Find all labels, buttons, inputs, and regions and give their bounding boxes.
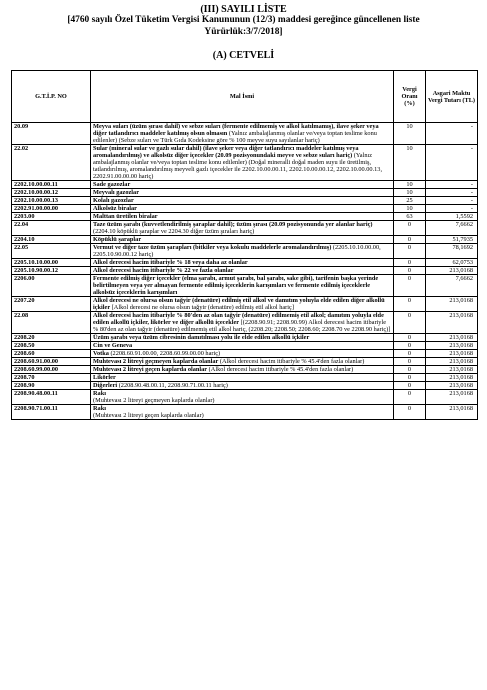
- goods-name-note: (Alkol derecesi hacim itibariyle % 45.4'den fazla olanlar): [218, 358, 365, 365]
- minimum-tax-amount: 7,6662: [426, 221, 478, 236]
- goods-name: [91, 358, 394, 366]
- tax-rate: 0: [394, 275, 426, 297]
- goods-name-bold: Muhtevası 2 litreyi geçmeyen kaplarda olanlar: [93, 358, 219, 365]
- goods-name-bold: Üzüm şarabı veya üzüm cibresinin damıtılması yolu ile elde edilen alkollü içkiler: [93, 334, 310, 341]
- gtip-code: 2208.90.48.00.11: [12, 390, 91, 405]
- goods-name: [91, 297, 394, 312]
- tax-rate: 10: [394, 145, 426, 181]
- tax-rate: 10: [394, 189, 426, 197]
- minimum-tax-amount: 213,0168: [426, 342, 478, 350]
- goods-name-bold: Sade gazozlar: [93, 181, 131, 188]
- table-row: [12, 205, 478, 213]
- table-row: [12, 334, 478, 342]
- table-row: [12, 382, 478, 390]
- minimum-tax-amount: 213,0168: [426, 312, 478, 334]
- table-row: [12, 236, 478, 244]
- tax-rate: 0: [394, 342, 426, 350]
- table-row: [12, 350, 478, 358]
- goods-name: [91, 221, 394, 236]
- goods-name-note: (Muhtevası 2 litreyi geçen kaplarda olanlar): [93, 412, 204, 419]
- table-row: [12, 374, 478, 382]
- table-row: [12, 189, 478, 197]
- tax-rate: 63: [394, 213, 426, 221]
- gtip-code: 2208.60: [12, 350, 91, 358]
- table-row: [12, 358, 478, 366]
- minimum-tax-amount: 213,0168: [426, 374, 478, 382]
- goods-name: [91, 213, 394, 221]
- table-row: [12, 123, 478, 145]
- goods-name: [91, 267, 394, 275]
- goods-name-note: (Yalnız ambalajlanmış olanlar ve/veya toptan teslime konu edilenler) (Sebze suları ve Türk Gıda Kodeksine göre % 100 meyve suyu sayılanlar hariç): [93, 130, 377, 144]
- gtip-code: 2202.10.00.00.13: [12, 197, 91, 205]
- table-row: [12, 213, 478, 221]
- goods-name-bold: Meyvalı gazozlar: [93, 189, 139, 196]
- goods-name: [91, 205, 394, 213]
- tax-rate: 10: [394, 123, 426, 145]
- goods-name-bold: Vermut ve diğer taze üzüm şarapları (bitkiler veya kokulu maddelerle aromalandırılmış): [93, 244, 332, 251]
- cetvel-title: (A) CETVELİ: [212, 50, 275, 61]
- minimum-tax-amount: 213,0168: [426, 390, 478, 405]
- effective-date: Yürürlük:3/7/2018]: [204, 27, 283, 37]
- goods-name-note: (Yalnız ambalajlanmış olanlar ve/veya toptan teslime konu edilenler) (Doğal mineralli doğal maden suyu ile üretilmiş, tatlandırılmış, aromalandırılmış meyveli gazlı içecekler ile 2202.10.00.00.11, 2202.10.00.00.12, 2202.10.00.00.13, 2202.91.00.00.00 hariç): [93, 152, 383, 180]
- goods-name: [91, 244, 394, 259]
- tax-rate: 10: [394, 181, 426, 189]
- minimum-tax-amount: 1,5592: [426, 213, 478, 221]
- goods-name: [91, 123, 394, 145]
- list-title: (III) SAYILI LİSTE: [200, 4, 287, 15]
- minimum-tax-amount: 7,6662: [426, 275, 478, 297]
- gtip-code: 2208.60.99.00.00: [12, 366, 91, 374]
- goods-name-note: (Alkol derecesi hacim itibariyle % 45.4'den fazla olanlar): [207, 366, 354, 373]
- gtip-code: 2207.20: [12, 297, 91, 312]
- minimum-tax-amount: 213,0168: [426, 297, 478, 312]
- goods-name-bold: Taze üzüm şarabı (kuvvetlendirilmiş şaraplar dahil); üzüm şırası (20.09 pozisyonunda yer alanlar hariç): [93, 221, 373, 228]
- minimum-tax-amount: 213,0168: [426, 334, 478, 342]
- table-row: [12, 405, 478, 420]
- goods-name: [91, 197, 394, 205]
- minimum-tax-amount: -: [426, 145, 478, 181]
- tax-rate: 0: [394, 350, 426, 358]
- minimum-tax-amount: 62,0753: [426, 259, 478, 267]
- table-row: [12, 221, 478, 236]
- table-row: [12, 259, 478, 267]
- gtip-code: 22.04: [12, 221, 91, 236]
- gtip-code: 2205.10.10.00.00: [12, 259, 91, 267]
- minimum-tax-amount: 213,0168: [426, 350, 478, 358]
- tax-rate: 0: [394, 244, 426, 259]
- gtip-code: 2208.50: [12, 342, 91, 350]
- goods-name-bold: Alkol derecesi hacim itibariyle % 18 veya daha az olanlar: [93, 259, 248, 266]
- tax-rate: 0: [394, 236, 426, 244]
- gtip-code: 2202.10.00.00.12: [12, 189, 91, 197]
- table-row: [12, 312, 478, 334]
- table-row: [12, 275, 478, 297]
- gtip-code: 2203.00: [12, 213, 91, 221]
- goods-name-bold: Meyva suları (üzüm şırası dahil) ve sebze suları (fermente edilmemiş ve alkol katılmamış), ilave şeker veya diğer tatlandırıcı maddeler katılmış olsun olmasın: [93, 123, 379, 137]
- goods-name-bold: Fermente edilmiş diğer içecekler (elma şarabı, armut şarabı, bal şarabı, sake gibi), tarifenin başka yerinde belirtilmeyen veya yer almayan fermente edilmiş içeceklerin karışımları ve fermente edilmiş içeceklerle alkolsüz içeceklerin karışımları: [93, 275, 379, 296]
- gtip-code: 2206.00: [12, 275, 91, 297]
- table-row: [12, 342, 478, 350]
- goods-name: [91, 181, 394, 189]
- goods-name-note: [(2208.90.91; 2208.90.99) Alkol derecesi hacim itibariyle % 80'den az olan tağyir (denatüre) edilmemiş etil alkol hariç, (2208.20; 2208.50; 2208.60; 2208.70 ve 2208.90 hariç)]: [93, 319, 391, 333]
- table-header-row: [12, 71, 478, 123]
- gtip-code: 22.02: [12, 145, 91, 181]
- table-row: [12, 366, 478, 374]
- goods-name: [91, 145, 394, 181]
- goods-name-note: [Alkol derecesi ne olursa olsun tağyir (denatüre) edilmiş etil alkol hariç]: [110, 304, 294, 311]
- goods-name: [91, 350, 394, 358]
- goods-name-bold: Alkol derecesi hacim itibariyle % 22 ve fazla olanlar: [93, 267, 234, 274]
- tax-rate: 0: [394, 358, 426, 366]
- tax-rate: 10: [394, 205, 426, 213]
- list-subtitle: [4760 sayılı Özel Tüketim Vergisi Kanununun (12/3) maddesi gereğince güncellenen liste: [67, 15, 420, 25]
- minimum-tax-amount: 213,0168: [426, 267, 478, 275]
- goods-name-bold: Likörler: [93, 374, 116, 381]
- goods-name-bold: Alkolsüz biralar: [93, 205, 137, 212]
- gtip-code: 2208.60.91.00.00: [12, 358, 91, 366]
- gtip-code: 2205.10.90.00.12: [12, 267, 91, 275]
- gtip-code: 2202.10.00.00.11: [12, 181, 91, 189]
- goods-name: [91, 342, 394, 350]
- minimum-tax-amount: 78,1692: [426, 244, 478, 259]
- table-row: [12, 297, 478, 312]
- gtip-code: 20.09: [12, 123, 91, 145]
- goods-name: [91, 366, 394, 374]
- goods-name-bold: Kolalı gazozlar: [93, 197, 134, 204]
- table-row: [12, 197, 478, 205]
- minimum-tax-amount: 213,0168: [426, 405, 478, 420]
- goods-name-bold: Sular (mineral sular ve gazlı sular dahil) (ilave şeker veya diğer tatlandırıcı maddeler katılmış veya aromalandırılmış) ve alkolsüz diğer içecekler (20.09 pozisyonundaki meyve ve sebze suları hariç): [93, 145, 359, 159]
- goods-name-note: (Muhtevası 2 litreyi geçmeyen kaplarda olanlar): [93, 397, 215, 404]
- minimum-tax-amount: -: [426, 205, 478, 213]
- goods-name: [91, 374, 394, 382]
- table-body: [12, 123, 478, 420]
- tax-rate: 0: [394, 374, 426, 382]
- tax-rate: 0: [394, 267, 426, 275]
- column-header-tax: Asgari Maktu Vergi Tutarı (TL): [426, 71, 478, 123]
- goods-name-bold: Köpüklü şaraplar: [93, 236, 142, 243]
- gtip-code: 22.08: [12, 312, 91, 334]
- goods-name-bold: Alkol derecesi hacim itibariyle % 80'den az olan tağyir (denatüre) edilmemiş etil alkol; damıtım yoluyla elde edilen alkollü içkiler, likörler ve diğer alkollü içecekler: [93, 312, 384, 326]
- goods-name: [91, 259, 394, 267]
- gtip-code: 2204.10: [12, 236, 91, 244]
- goods-name-bold: Votka: [93, 350, 109, 357]
- gtip-code: 2208.90: [12, 382, 91, 390]
- tax-rate: 0: [394, 405, 426, 420]
- minimum-tax-amount: 213,0168: [426, 382, 478, 390]
- gtip-code: 2202.91.00.00.00: [12, 205, 91, 213]
- table-row: [12, 145, 478, 181]
- tax-table: [11, 70, 478, 420]
- table-row: [12, 267, 478, 275]
- gtip-code: 22.05: [12, 244, 91, 259]
- tax-rate: 0: [394, 312, 426, 334]
- tax-rate: 0: [394, 390, 426, 405]
- goods-name-note: (2208.90.48.00.11, 2208.90.71.00.11 hariç): [117, 382, 228, 389]
- minimum-tax-amount: 213,0168: [426, 366, 478, 374]
- minimum-tax-amount: 51,7935: [426, 236, 478, 244]
- goods-name-note: (2205.10.10.00.00, 2205.10.90.00.12 hariç): [93, 244, 381, 258]
- goods-name-bold: Alkol derecesi ne olursa olsun tağyir (denatüre) edilmiş etil alkol ve damıtım yoluyla elde edilen diğer alkollü içkiler: [93, 297, 385, 311]
- goods-name: [91, 405, 394, 420]
- gtip-code: 2208.70: [12, 374, 91, 382]
- gtip-code: 2208.90.71.00.11: [12, 405, 91, 420]
- goods-name: [91, 382, 394, 390]
- goods-name-note: (2204.10 köpüklü şaraplar ve 2204.30 diğer üzüm şıraları hariç): [93, 228, 255, 235]
- column-header-code: G.T.İ.P. NO: [12, 71, 91, 123]
- goods-name: [91, 275, 394, 297]
- tax-rate: 0: [394, 259, 426, 267]
- tax-rate: 25: [394, 197, 426, 205]
- tax-rate: 0: [394, 366, 426, 374]
- minimum-tax-amount: -: [426, 189, 478, 197]
- table-row: [12, 390, 478, 405]
- goods-name: [91, 189, 394, 197]
- goods-name-note: (2208.60.91.00.00, 2208.60.99.00.00 hariç): [108, 350, 221, 357]
- goods-name-bold: Malttan üretilen biralar: [93, 213, 158, 220]
- minimum-tax-amount: -: [426, 123, 478, 145]
- table-row: [12, 244, 478, 259]
- tax-rate: 0: [394, 221, 426, 236]
- minimum-tax-amount: 213,0168: [426, 358, 478, 366]
- goods-name: [91, 312, 394, 334]
- column-header-name: Mal İsmi: [91, 71, 394, 123]
- goods-name-bold: Cin ve Geneva: [93, 342, 133, 349]
- goods-name-bold: Rakı: [93, 390, 106, 397]
- goods-name: [91, 390, 394, 405]
- gtip-code: 2208.20: [12, 334, 91, 342]
- tax-rate: 0: [394, 297, 426, 312]
- goods-name-bold: Muhtevası 2 litreyi geçen kaplarda olanlar: [93, 366, 208, 373]
- tax-rate: 0: [394, 334, 426, 342]
- table-row: [12, 181, 478, 189]
- goods-name: [91, 334, 394, 342]
- minimum-tax-amount: -: [426, 181, 478, 189]
- goods-name-bold: Rakı: [93, 405, 106, 412]
- goods-name-bold: Diğerleri: [93, 382, 118, 389]
- goods-name: [91, 236, 394, 244]
- minimum-tax-amount: -: [426, 197, 478, 205]
- column-header-rate: Vergi Oranı (%): [394, 71, 426, 123]
- tax-rate: 0: [394, 382, 426, 390]
